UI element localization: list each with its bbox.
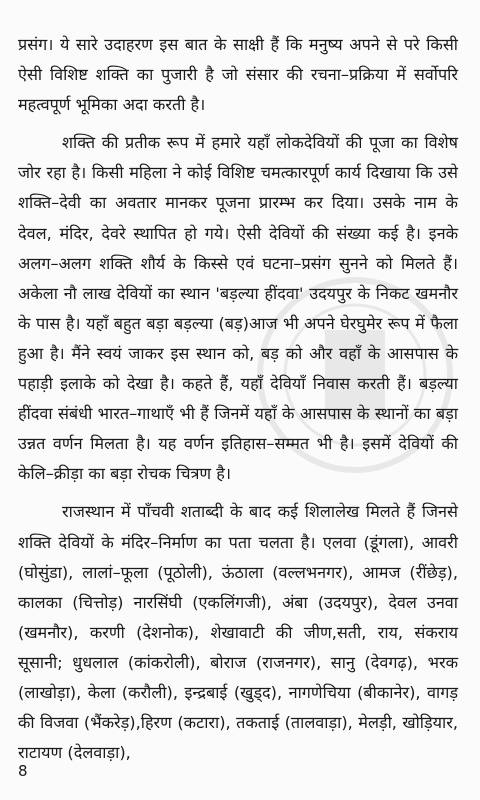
page-number: 8	[18, 762, 28, 780]
paragraph-3: राजस्थान में पाँचवी शताब्दी के बाद कई शिलालेख मिलते हैं जिनसे शक्ति देवियों के मंदिर–निर्माण का पता चलता है। एलवा (डूंगला), आवरी (घोसुंडा), लालां–फूला (पूठोली), ऊंठाला (वल्लभनगर), आमज (रींछेड़), कालका (चित्तोड़) नारसिंघी (एकलिंगजी), अंबा (उदयपुर), देवल उनवा (खमनौर), करणी (देशनोक), शेखावाटी की जीण,सती, राय, संकराय सूसानी; धुधलाल (कांकरोली), बोराज (राजनगर), सानु (देवगढ़), भरक (लाखोड़ा), केला (करौली), इन्द्रबाई (खुड्द), नागणेचिया (बीकानेर), वागड़ की विजवा (भैंकरेड़),हिरण (कटारा), तकताई (तालवाड़ा), मेलड़ी, खोड़ियार, राटायण (देलवाड़ा),	[18, 502, 458, 763]
paragraph-2: शक्ति की प्रतीक रूप में हमारे यहाँ लोकदेवियों की पूजा का विशेष जोर रहा है। किसी महिला ने कोई विशिष्ट चमत्कारपूर्ण कार्य दिखाया कि उसे शक्ति–देवी का अवतार मानकर पूजना प्रारम्भ कर दिया। उसके नाम के देवल, मंदिर, देवरे स्थापित हो गये। ऐसी देवियों की संख्या कई है। इनके अलग–अलग शक्ति शौर्य के किस्से एवं घटना–प्रसंग सुनने को मिलते हैं। अकेला नौ लाख देवियों का स्थान 'बड़ल्या हींदवा' उदयपुर के निकट खमनौर के पास है। यहाँ बहुत बड़ा बड़ल्या (बड़)आज भी अपने घेरघुमेर रूप में फैला हुआ है। मैंने स्वयं जाकर इस स्थान को, बड़ को और वहाँ के आसपास के पहाड़ी इलाके को देखा है। कहते हैं, यहाँ देवियाँ निवास करती हैं। बड़ल्या हींदवा संबंधी भारत–गाथाएँ भी हैं जिनमें यहाँ के आसपास के स्थानों का बड़ा उन्नत वर्णन मिलता है। यह वर्णन इतिहास–सम्मत भी है। इसमें देवियों की केलि–क्रीड़ा का बड़ा रोचक चित्रण है।	[18, 133, 458, 484]
paragraph-1: प्रसंग। ये सारे उदाहरण इस बात के साक्षी हैं कि मनुष्य अपने से परे किसी ऐसी विशिष्ट शक्ति का पुजारी है जो संसार की रचना–प्रक्रिया में सर्वोपरि महत्वपूर्ण भूमिका अदा करती है।	[18, 35, 458, 115]
body-text	[18, 30, 458, 776]
